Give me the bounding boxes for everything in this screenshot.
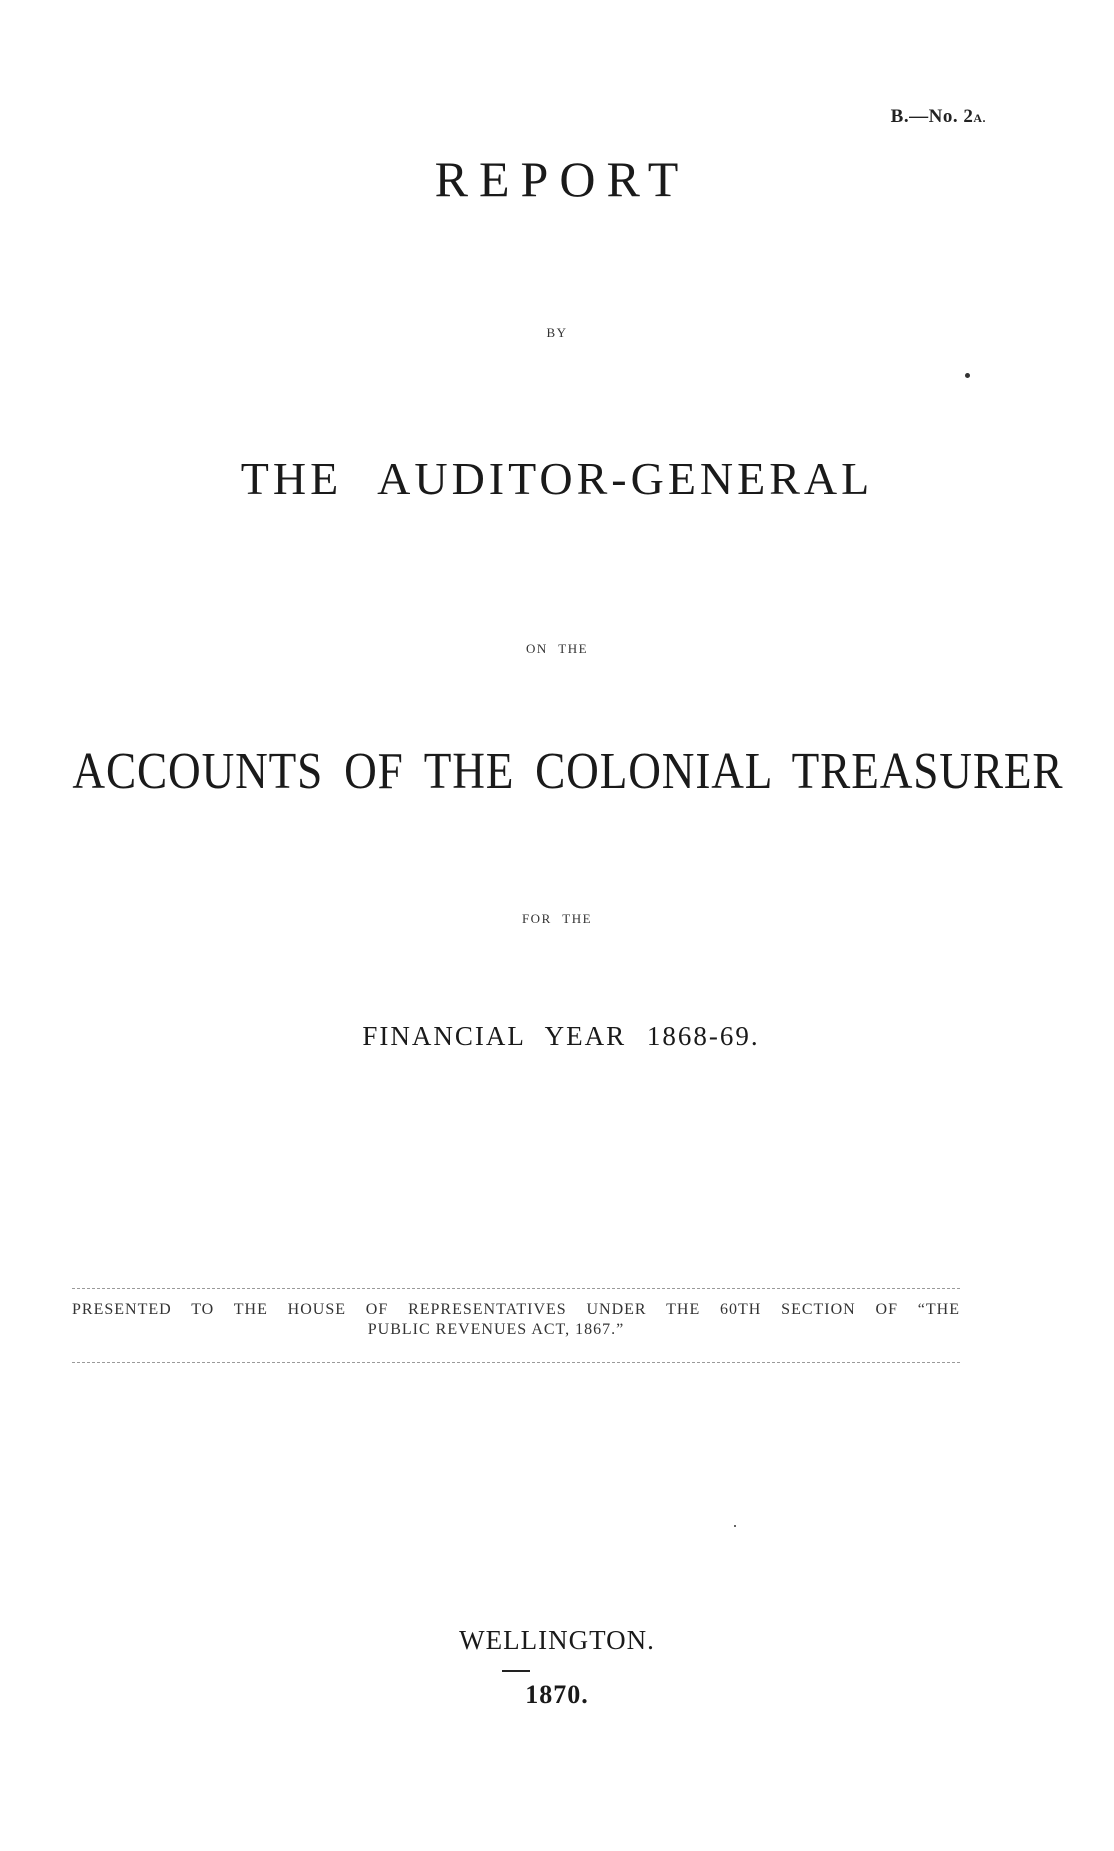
document-reference (891, 106, 986, 128)
presented-line-1: PRESENTED TO THE HOUSE OF REPRESENTATIVES UNDER THE 60TH SECTION OF “THE (72, 1301, 960, 1318)
presented-line-2: PUBLIC REVENUES ACT, 1867.” (367, 1321, 625, 1338)
for-the-line: FOR THE (521, 911, 593, 926)
author-heading: THE AUDITOR-GENERAL (240, 453, 874, 504)
place-of-publication: WELLINGTON. (459, 1625, 655, 1655)
separator-dash (502, 1670, 530, 1672)
report-title: REPORT (434, 151, 690, 207)
print-speck (734, 1525, 736, 1527)
reference-suffix: A. (973, 111, 986, 125)
top-rule (72, 1288, 960, 1289)
presented-note (72, 1300, 960, 1340)
reference-number: B.—No. 2 (890, 106, 974, 127)
print-speck (965, 373, 970, 378)
on-the-line: ON THE (525, 641, 589, 656)
publication-year: 1870. (525, 1680, 589, 1709)
financial-year-heading: FINANCIAL YEAR 1868-69. (362, 1021, 760, 1051)
subject-heading: ACCOUNTS OF THE COLONIAL TREASURER (72, 743, 1064, 800)
bottom-rule (72, 1362, 960, 1363)
by-line: BY (546, 325, 568, 340)
